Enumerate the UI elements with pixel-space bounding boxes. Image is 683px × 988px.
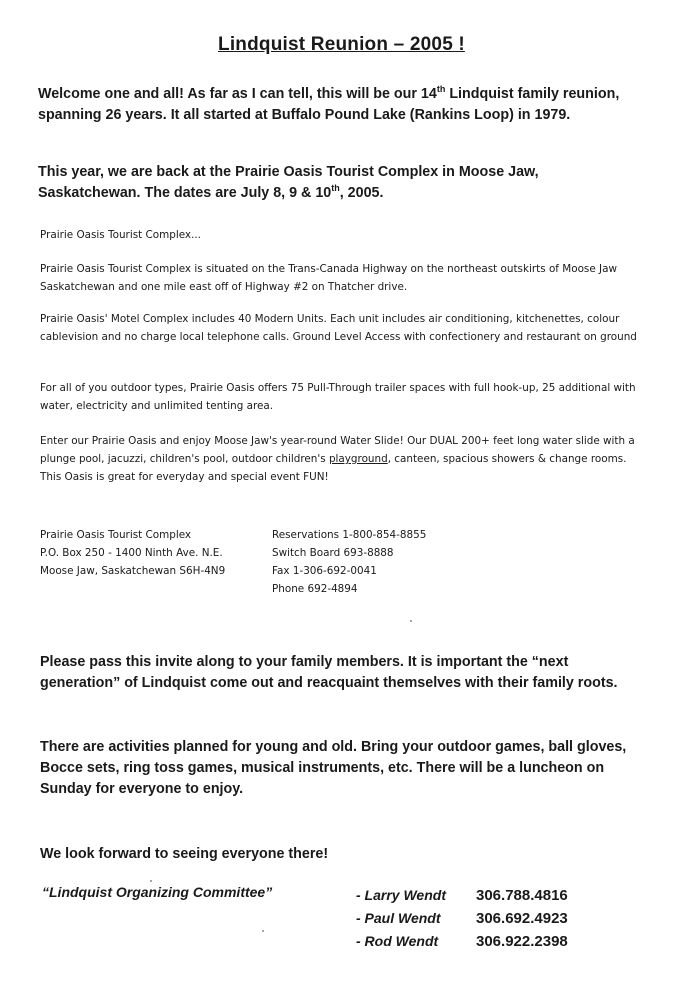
switchboard-line: Switch Board 693-8888 <box>272 547 394 559</box>
organizer-name: - Paul Wendt <box>356 910 441 926</box>
organizer-phone: 306.692.4923 <box>476 910 568 927</box>
outdoor-paragraph: For all of you outdoor types, Prairie Oasis offers 75 Pull-Through trailer spaces with full hook-up, 25 additional with water, electricity and unlimited tenting area. <box>40 382 636 412</box>
phone-line: Phone 692-4894 <box>272 583 358 595</box>
address-block <box>40 526 225 580</box>
organizer-row <box>356 930 568 953</box>
motel-paragraph: Prairie Oasis' Motel Complex includes 40 Modern Units. Each unit includes air conditioning, kitchenettes, colour cablevision and no charge local telephone calls. Ground Level Access with confectionery and restaurant on ground <box>40 313 637 343</box>
scan-speck <box>262 930 264 932</box>
this-year-paragraph: This year, we are back at the Prairie Oasis Tourist Complex in Moose Jaw, Saskatchewan. The dates are July 8, 9 & 10th, 2005. <box>38 164 539 201</box>
scan-speck <box>150 880 152 882</box>
complex-heading: Prairie Oasis Tourist Complex... <box>40 229 201 241</box>
scan-speck <box>410 620 412 622</box>
welcome-paragraph: Welcome one and all! As far as I can tell, this will be our 14th Lindquist family reunion, spanning 26 years. It all started at Buffalo Pound Lake (Rankins Loop) in 1979. <box>38 84 620 123</box>
page-title: Lindquist Reunion – 2005 ! <box>218 34 465 55</box>
look-forward-line: We look forward to seeing everyone there! <box>40 846 329 862</box>
fax-line: Fax 1-306-692-0041 <box>272 565 377 577</box>
organizer-row <box>356 884 568 907</box>
reservations-line: Reservations 1-800-854-8855 <box>272 529 427 541</box>
organizer-name: - Larry Wendt <box>356 887 446 903</box>
pass-invite-paragraph: Please pass this invite along to your family members. It is important the “next generation” of Lindquist come out and reacquaint themselves with their family roots. <box>40 654 618 691</box>
playground-underlined: playground <box>328 453 388 465</box>
committee-signature: “Lindquist Organizing Committee” <box>42 884 273 900</box>
organizer-list <box>356 884 568 953</box>
organizer-phone: 306.788.4816 <box>476 887 568 904</box>
address-line: Moose Jaw, Saskatchewan S6H-4N9 <box>40 565 226 577</box>
waterslide-paragraph: Enter our Prairie Oasis and enjoy Moose Jaw's year-round Water Slide! Our DUAL 200+ feet long water slide with a plunge pool, jacuzzi, children's pool, outdoor children's playground, canteen, spacious showers & change rooms. This Oasis is great for everyday and special event FUN! <box>40 435 635 483</box>
organizer-row <box>356 907 568 930</box>
complex-location-paragraph: Prairie Oasis Tourist Complex is situated on the Trans-Canada Highway on the northeast outskirts of Moose Jaw Saskatchewan and one mile east off of Highway #2 on Thatcher drive. <box>40 263 617 293</box>
organizer-name: - Rod Wendt <box>356 933 439 949</box>
address-line: P.O. Box 250 - 1400 Ninth Ave. N.E. <box>40 547 223 559</box>
address-line: Prairie Oasis Tourist Complex <box>40 529 192 541</box>
contact-block <box>272 526 426 598</box>
organizer-phone: 306.922.2398 <box>476 933 568 950</box>
activities-paragraph: There are activities planned for young and old. Bring your outdoor games, ball gloves, Bocce sets, ring toss games, musical instruments, etc. There will be a luncheon on Sunday for everyone to enjoy. <box>40 739 627 797</box>
